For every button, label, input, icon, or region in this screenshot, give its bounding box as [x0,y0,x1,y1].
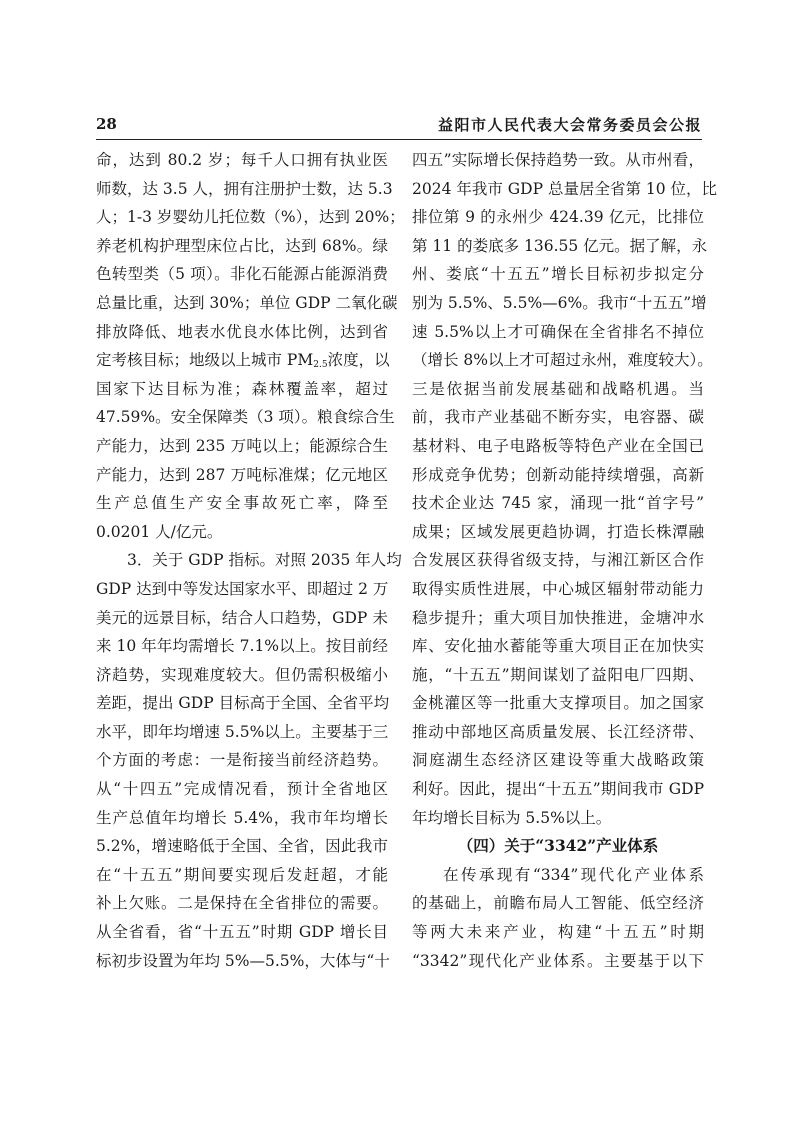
text-line: 技术企业达 745 家，涌现一批“首字号” [412,494,704,513]
text-line: 国家下达目标为准；森林覆盖率，超过 [96,379,388,398]
text-line: 的基础上，前瞻布局人工智能、低空经济 [412,894,704,913]
text-line: 州、娄底“十五五”增长目标初步拟定分 [412,265,704,284]
text-line: 稳步提升；重大项目加快推进，金塘冲水 [412,608,704,627]
text-line: 济趋势，实现难度较大。但仍需积极缩小 [96,665,388,684]
pm-text: 定考核目标；地级以上城市 PM [96,351,314,370]
text-line: 洞庭湖生态经济区建设等重大战略政策 [412,751,704,770]
text-line: 标初步设置为年均 5%—5.5%，大体与“十 [96,951,390,970]
text-line: 色转型类（5 项）。非化石能源占能源消费 [96,265,388,284]
text-line: 在“十五五”期间要实现后发赶超，才能 [96,865,388,884]
text-line: 生产总值年均增长 5.4%，我市年均增长 [96,808,388,827]
text-line: 水平，即年均增速 5.5%以上。主要基于三 [96,722,389,741]
text-line: 前，我市产业基础不断夯实，电容器、碳 [412,408,704,427]
text-line: 产能力，达到 235 万吨以上；能源综合生 [96,436,388,455]
text-line: 取得实质性进展，中心城区辐射带动能力 [412,579,704,598]
text-line: 师数，达 3.5 人，拥有注册护士数，达 5.3 [96,179,393,198]
text-line: 生产总值生产安全事故死亡率，降至 [96,494,388,513]
text-line: 别为 5.5%、5.5%—6%。我市“十五五”增 [412,293,707,312]
text-line: 3．关于 GDP 指标。对照 2035 年人均 [127,551,402,570]
left-column [96,146,405,975]
page-header [96,113,702,137]
journal-title: 益阳市人民代表大会常务委员会公报 [437,116,702,134]
text-line: 47.59%。安全保障类（3 项）。粮食综合生 [96,408,395,427]
text-line: 第 11 的娄底多 136.55 亿元。据了解，永 [412,236,708,255]
text-line: 速 5.5%以上才可确保在全省排名不掉位 [412,322,704,341]
text-line: 排位第 9 的永州少 424.39 亿元，比排位 [412,208,704,227]
text-line-pm25 [96,346,388,375]
text-line: 金桃灌区等一批重大支撑项目。加之国家 [412,694,704,713]
text-line: 差距，提出 GDP 目标高于全国、全省平均 [96,694,390,713]
text-line: 在传承现有“334”现代化产业体系 [443,865,704,884]
text-line: 合发展区获得省级支持，与湘江新区合作 [412,551,704,570]
text-line: 推动中部地区高质量发展、长江经济带、 [412,722,704,741]
text-line: 人；1-3 岁婴幼儿托位数（%），达到 20%； [96,208,405,227]
header-rule [96,139,702,140]
text-line: 年均增长目标为 5.5%以上。 [412,808,612,827]
text-line: 2024 年我市 GDP 总量居全省第 10 位，比 [412,179,718,198]
text-line: 来 10 年年均需增长 7.1%以上。按目前经 [96,637,388,656]
text-line: 形成竞争优势；创新动能持续增强，高新 [412,465,704,484]
right-column [412,146,718,975]
text-line: 个方面的考虑：一是衔接当前经济趋势。 [96,751,388,770]
text-line: 从全省看，省“十五五”时期 GDP 增长目 [96,923,388,942]
text-line: （增长 8%以上才可超过永州，难度较大）。 [412,351,713,370]
text-line: 利好。因此，提出“十五五”期间我市 GDP [412,780,704,799]
section-heading: （四）关于“3342”产业体系 [457,836,659,856]
text-line: 养老机构护理型床位占比，达到 68%。绿 [96,236,388,255]
text-line: 0.0201 人/亿元。 [96,522,223,541]
text-line: 三是依据当前发展基础和战略机遇。当 [412,379,704,398]
text-line: “3342”现代化产业体系。主要基于以下 [412,951,704,970]
text-line: 命，达到 80.2 岁；每千人口拥有执业医 [96,151,388,169]
text-line: 施，“十五五”期间谋划了益阳电厂四期、 [412,665,704,684]
text-line: 总量比重，达到 30%；单位 GDP 二氧化碳 [96,293,398,312]
text-line: 美元的远景目标，结合人口趋势，GDP 未 [96,608,388,627]
text-line: 库、安化抽水蓄能等重大项目正在加快实 [412,637,704,656]
text-line: 四五”实际增长保持趋势一致。从市州看， [412,151,704,169]
text-line: 产能力，达到 287 万吨标准煤；亿元地区 [96,465,388,484]
text-line: 补上欠账。二是保持在全省排位的需要。 [96,894,388,913]
text-line: 排放降低、地表水优良水体比例，达到省 [96,322,388,341]
pm-subscript: 2.5 [313,360,328,371]
text-line: 成果；区域发展更趋协调，打造长株潭融 [412,522,704,541]
text-line: 等两大未来产业，构建“十五五”时期 [412,923,704,942]
pm-suffix: 浓度，以 [327,351,390,370]
text-line: 5.2%，增速略低于全国、全省，因此我市 [96,837,388,856]
text-line: GDP 达到中等发达国家水平、即超过 2 万 [96,579,389,598]
text-line: 基材料、电子电路板等特色产业在全国已 [412,436,704,455]
text-line: 从“十四五”完成情况看，预计全省地区 [96,780,388,799]
page-number: 28 [96,115,117,133]
